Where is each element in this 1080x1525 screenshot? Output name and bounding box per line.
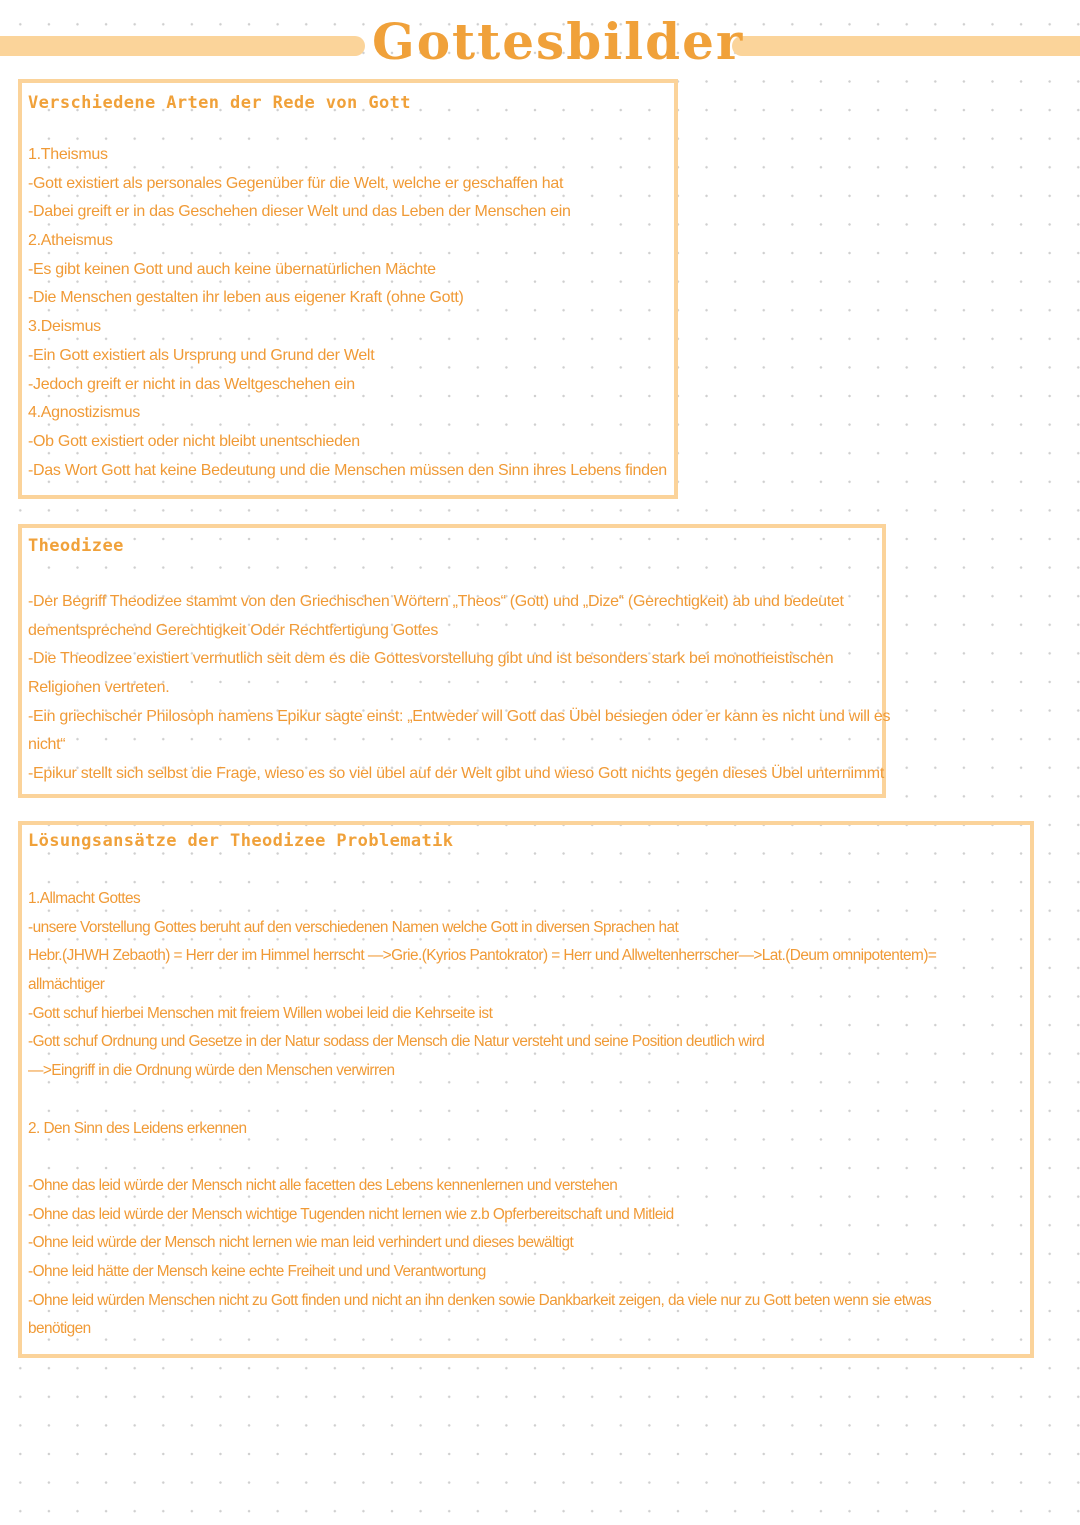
section-lines bbox=[28, 588, 891, 789]
blank-line bbox=[28, 1143, 1024, 1172]
text-line: -Gott schuf Ordnung und Gesetze in der Natur sodass der Mensch die Natur versteht und seine Position deutlich wird bbox=[28, 1033, 765, 1051]
text-line: dementsprechend Gerechtigkeit Oder Rechtfertigung Gottes bbox=[28, 621, 439, 639]
section-heading: Verschiedene Arten der Rede von Gott bbox=[28, 93, 411, 113]
text-line: -Dabei greift er in das Geschehen dieser Welt und das Leben der Menschen ein bbox=[28, 203, 571, 221]
text-line: -Ohne leid würde der Mensch nicht lernen wie man leid verhindert und dieses bewältigt bbox=[28, 1234, 574, 1252]
text-line: Religionen vertreten. bbox=[28, 679, 170, 697]
text-line: -Ein Gott existiert als Ursprung und Grund der Welt bbox=[28, 346, 375, 364]
text-line: nicht“ bbox=[28, 736, 66, 754]
text-line: -Die Theodizee existiert vermutlich seit dem es die Gottesvorstellung gibt und ist besonders stark bei monotheistischen bbox=[28, 650, 834, 668]
section-theodizee bbox=[18, 524, 891, 798]
page-title: Gottesbilder bbox=[372, 12, 745, 71]
text-line: -Das Wort Gott hat keine Bedeutung und die Menschen müssen den Sinn ihres Lebens finden bbox=[28, 461, 667, 479]
text-line: benötigen bbox=[28, 1320, 91, 1338]
header-decoration-right bbox=[732, 36, 1080, 56]
text-line: -Ohne leid würden Menschen nicht zu Gott finden und nicht an ihn denken sowie Dankbarkeit zeigen, da viele nur zu Gott beten wenn sie etwas bbox=[28, 1291, 932, 1309]
text-line: 3.Deismus bbox=[28, 318, 101, 336]
header-decoration-left bbox=[0, 36, 365, 56]
text-line: Hebr.(JHWH Zebaoth) = Herr der im Himmel herrscht —>Grie.(Kyrios Pantokrator) = Herr und Allweltenherrscher—>Lat.(Deum omnipotentem)= bbox=[28, 947, 937, 965]
text-line: 2.Atheismus bbox=[28, 232, 113, 250]
text-line: 4.Agnostizismus bbox=[28, 404, 140, 422]
section-heading: Lösungsansätze der Theodizee Problematik bbox=[28, 831, 454, 851]
text-line: -Ohne leid hätte der Mensch keine echte Freiheit und und Verantwortung bbox=[28, 1262, 486, 1280]
text-line: —>Eingriff in die Ordnung würde den Menschen verwirren bbox=[28, 1062, 395, 1080]
text-line: 2. Den Sinn des Leidens erkennen bbox=[28, 1119, 247, 1137]
text-line: -Ohne das leid würde der Mensch nicht alle facetten des Lebens kennenlernen und verstehen bbox=[28, 1176, 618, 1194]
text-line: allmächtiger bbox=[28, 976, 105, 994]
text-line: -Epikur stellt sich selbst die Frage, wieso es so viel übel auf der Welt gibt und wieso Gott nichts gegen dieses Übel unternimmt bbox=[28, 765, 884, 783]
text-line: -Gott schuf hierbei Menschen mit freiem Willen wobei leid die Kehrseite ist bbox=[28, 1004, 493, 1022]
section-heading: Theodizee bbox=[28, 536, 124, 556]
text-line: 1.Theismus bbox=[28, 146, 108, 163]
text-line: -unsere Vorstellung Gottes beruht auf den verschiedenen Namen welche Gott in diversen Sprachen hat bbox=[28, 918, 679, 936]
section-rede-von-gott bbox=[18, 79, 678, 499]
text-line: -Gott existiert als personales Gegenüber für die Welt, welche er geschaffen hat bbox=[28, 174, 564, 192]
text-line: -Jedoch greift er nicht in das Weltgeschehen ein bbox=[28, 375, 355, 393]
text-line: -Ohne das leid würde der Mensch wichtige Tugenden nicht lernen wie z.b Opferbereitschaft und Mitleid bbox=[28, 1205, 674, 1223]
text-line: -Die Menschen gestalten ihr leben aus eigener Kraft (ohne Gott) bbox=[28, 289, 464, 307]
text-line: -Der Begriff Theodizee stammt von den Griechischen Wörtern „Theos“ (Gott) und „Dize“ (Gerechtigkeit) ab und bedeutet bbox=[28, 593, 844, 610]
section-loesungsansaetze bbox=[18, 821, 1034, 1358]
section-lines bbox=[28, 141, 668, 485]
text-line: -Ob Gott existiert oder nicht bleibt unentschieden bbox=[28, 432, 360, 450]
text-line: -Es gibt keinen Gott und auch keine übernatürlichen Mächte bbox=[28, 260, 436, 278]
text-line: -Ein griechischer Philosoph namens Epikur sagte einst: „Entweder will Gott das Übel besiegen oder er kann es nicht und will es bbox=[28, 707, 891, 725]
blank-line bbox=[28, 1086, 1024, 1115]
section-lines bbox=[28, 885, 1024, 1344]
text-line: 1.Allmacht Gottes bbox=[28, 890, 141, 907]
